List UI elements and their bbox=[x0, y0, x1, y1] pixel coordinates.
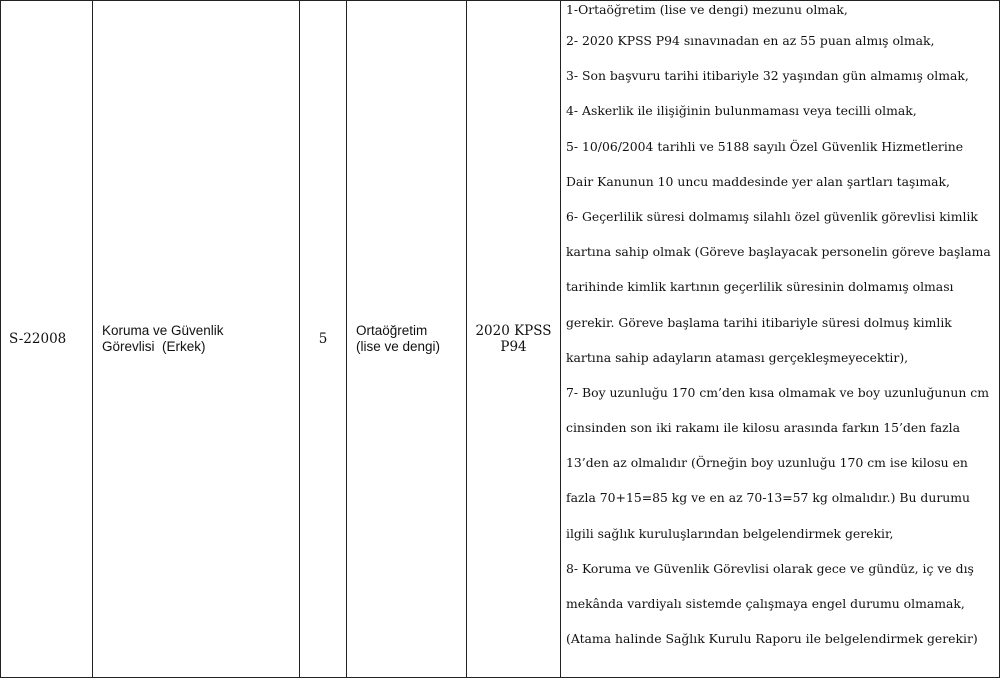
requirement-line: (Atama halinde Sağlık Kurulu Raporu ile belgelendirmek gerekir) bbox=[566, 631, 978, 647]
table-row bbox=[1, 1, 1000, 678]
position-title-line: Görevlisi (Erkek) bbox=[102, 339, 206, 354]
exam-type: 2020 KPSS P94 bbox=[475, 323, 552, 355]
education-level-cell bbox=[347, 1, 467, 678]
requirement-line: gerekir. Göreve başlama tarihi itibariyle süresi dolmuş kimlik bbox=[566, 314, 952, 330]
requirement-line: tarihinde kimlik kartının geçerlilik süresinin dolmamış olması bbox=[566, 279, 954, 295]
position-title-cell bbox=[93, 1, 300, 678]
position-count: 5 bbox=[318, 331, 328, 347]
requirement-line: mekânda vardiyalı sistemde çalışmaya engel durumu olmamak, bbox=[566, 596, 965, 611]
requirement-line: 4- Askerlik ile ilişiğinin bulunmaması veya tecilli olmak, bbox=[566, 103, 917, 119]
requirement-line: 5- 10/06/2004 tarihli ve 5188 sayılı Özel Güvenlik Hizmetlerine bbox=[566, 138, 964, 154]
requirement-line: cinsinden son iki rakamı ile kilosu arasında farkın 15’den fazla bbox=[566, 420, 960, 436]
requirement-line: ilgili sağlık kuruluşlarından belgelendirmek gerekir, bbox=[566, 525, 894, 541]
position-code: S-22008 bbox=[9, 331, 67, 347]
education-level-line: (lise ve dengi) bbox=[356, 339, 441, 354]
requirement-line: 7- Boy uzunluğu 170 cm’den kısa olmamak ve boy uzunluğunun cm bbox=[566, 384, 989, 400]
requirement-line: 13’den az olmalıdır (Örneğin boy uzunluğu 170 cm ise kilosu en bbox=[566, 455, 968, 471]
requirement-line: kartına sahip olmak (Göreve başlayacak personelin göreve başlama bbox=[566, 244, 991, 260]
requirement-line: 1-Ortaöğretim (lise ve dengi) mezunu olmak, bbox=[566, 2, 848, 17]
requirement-line: Dair Kanunun 10 uncu maddesinde yer alan şartları taşımak, bbox=[566, 173, 950, 189]
position-code-cell bbox=[1, 1, 93, 678]
requirements-cell bbox=[561, 1, 1000, 678]
requirement-line: 3- Son başvuru tarihi itibariyle 32 yaşından gün almamış olmak, bbox=[566, 68, 969, 84]
requirement-line: 6- Geçerlilik süresi dolmamış silahlı özel güvenlik görevlisi kimlik bbox=[566, 208, 978, 224]
requirement-line: fazla 70+15=85 kg ve en az 70-13=57 kg olmalıdır.) Bu durumu bbox=[566, 490, 970, 506]
exam-type-cell bbox=[467, 1, 561, 678]
requirement-line: 8- Koruma ve Güvenlik Görevlisi olarak gece ve gündüz, iç ve dış bbox=[566, 560, 974, 576]
position-title-line: Koruma ve Güvenlik bbox=[102, 323, 224, 338]
requirement-line: 2- 2020 KPSS P94 sınavınadan en az 55 puan almış olmak, bbox=[566, 33, 935, 48]
education-level-line: Ortaöğretim bbox=[356, 323, 428, 338]
requirement-line: kartına sahip adayların ataması gerçekleşmeyecektir), bbox=[566, 349, 909, 365]
position-count-cell bbox=[300, 1, 347, 678]
